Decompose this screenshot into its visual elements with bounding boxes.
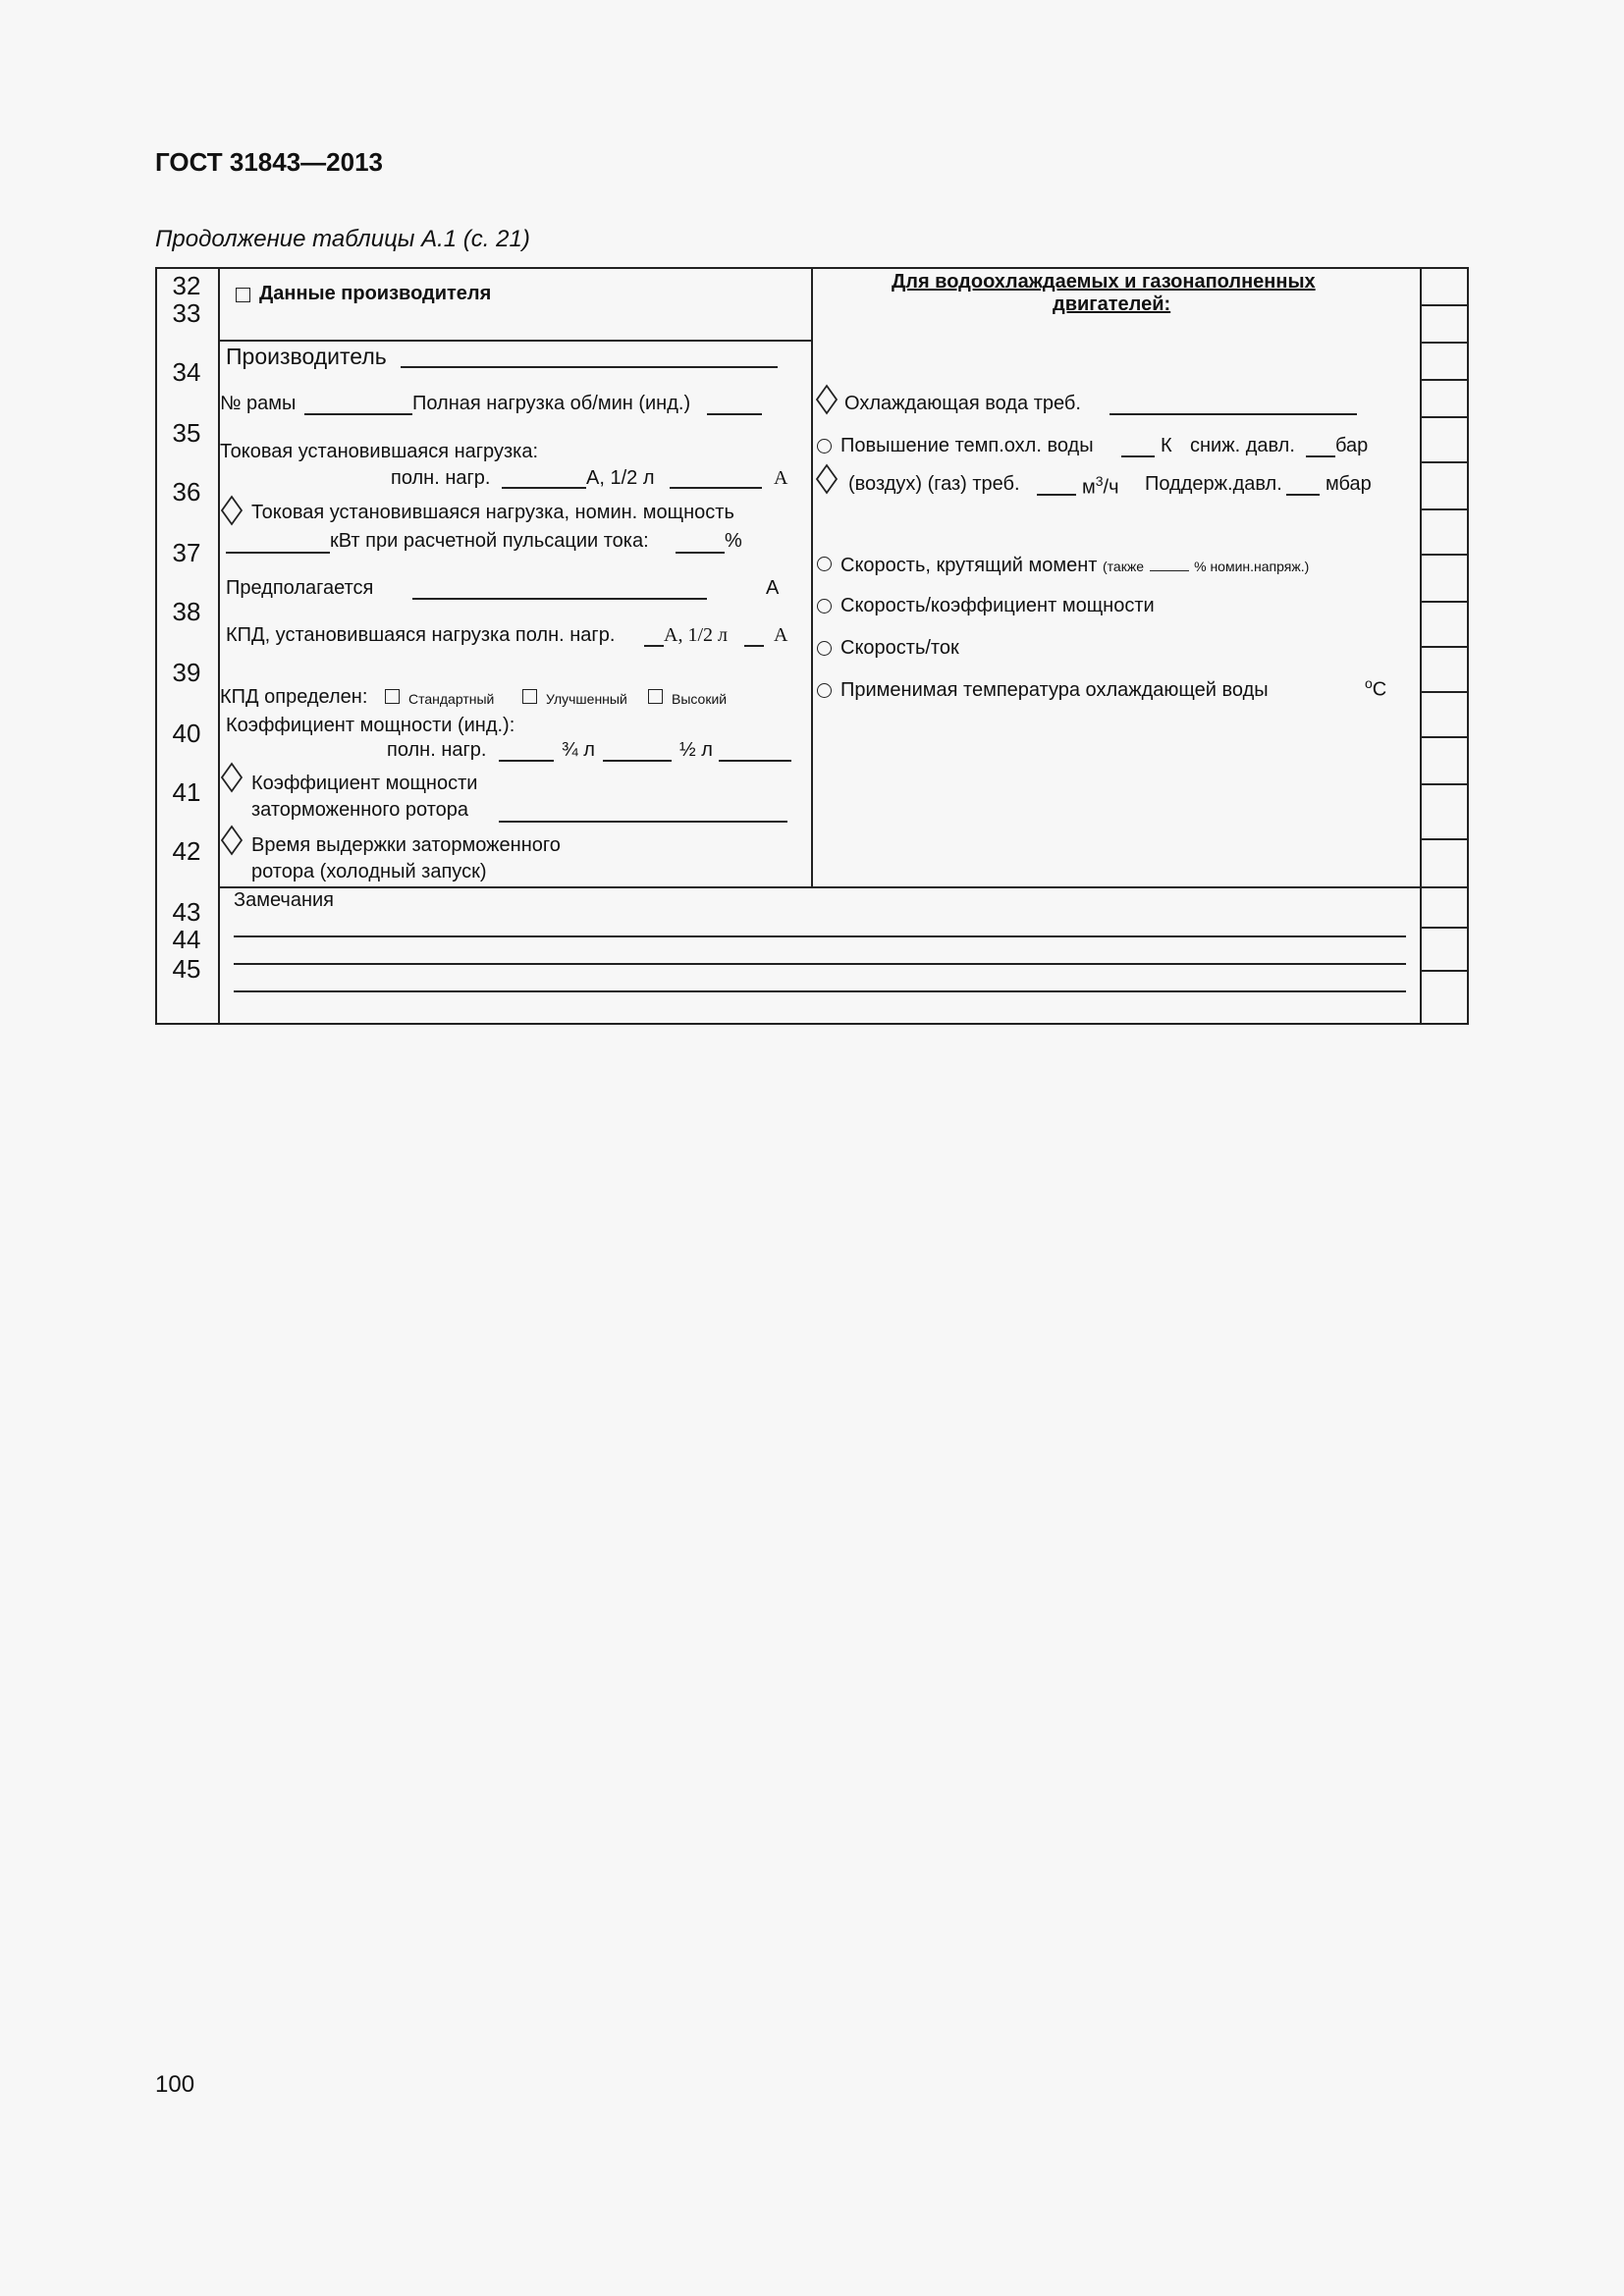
standard-checkbox[interactable]	[385, 689, 400, 704]
assumed-field[interactable]	[412, 598, 707, 600]
circle-marker-icon	[817, 557, 832, 571]
locked-rotor-pf-label-1: Коэффициент мощности	[251, 773, 478, 794]
pressure-drop-label: сниж. давл.	[1190, 435, 1295, 456]
full-load-current-field[interactable]	[502, 487, 586, 489]
maintain-pressure-label: Поддерж.давл.	[1145, 473, 1282, 495]
cooled-motors-heading-2: двигателей:	[1053, 294, 1171, 315]
maintain-pressure-field[interactable]	[1286, 494, 1320, 496]
eff-a-half-label: А, 1/2 л	[664, 624, 728, 646]
improved-option-label: Улучшенный	[546, 691, 627, 707]
remarks-line-1[interactable]	[234, 935, 1406, 937]
locked-rotor-time-label-2: ротора (холодный запуск)	[251, 861, 487, 882]
pf-three-quarter-label: ¾ л	[562, 739, 595, 761]
a-unit: А	[774, 467, 788, 489]
document-title: ГОСТ 31843—2013	[155, 147, 383, 177]
row-number: 42	[172, 836, 201, 866]
pf-full-field[interactable]	[499, 760, 554, 762]
locked-rotor-pf-label-2: заторможенного ротора	[251, 799, 469, 821]
full-load-label: полн. нагр.	[391, 467, 491, 489]
locked-rotor-pf-field[interactable]	[499, 821, 787, 823]
power-factor-label: Коэффициент мощности (инд.):	[226, 715, 515, 736]
diamond-icon	[815, 384, 839, 415]
diamond-icon	[815, 463, 839, 495]
divider-number-column	[218, 267, 220, 1025]
frame-bottom	[155, 1023, 1469, 1025]
row-number: 34	[172, 357, 201, 387]
row-number: 43	[172, 897, 201, 927]
row-number: 44	[172, 925, 201, 954]
temp-rise-label: Повышение темп.охл. воды	[840, 435, 1094, 456]
page-number: 100	[155, 2071, 195, 2098]
row-number: 38	[172, 597, 201, 626]
pf-full-label: полн. нагр.	[387, 739, 487, 761]
steady-load-current-label: Токовая установившаяся нагрузка:	[220, 441, 538, 462]
mbar-unit: мбар	[1326, 473, 1372, 495]
row-number: 37	[172, 538, 201, 567]
high-checkbox[interactable]	[648, 689, 663, 704]
water-temperature-label: Применимая температура охлаждающей воды	[840, 679, 1269, 701]
improved-checkbox[interactable]	[522, 689, 537, 704]
efficiency-half-field[interactable]	[744, 645, 764, 647]
row-number: 35	[172, 418, 201, 448]
full-load-rpm-label: Полная нагрузка об/мин (инд.)	[412, 393, 691, 414]
manufacturer-field[interactable]	[401, 366, 778, 368]
ripple-field[interactable]	[676, 552, 725, 554]
remarks-label: Замечания	[234, 889, 335, 911]
divider-manufacturer-header	[218, 340, 813, 342]
pf-half-field[interactable]	[719, 760, 791, 762]
cooled-motors-heading-1: Для водоохлаждаемых и газонаполненных	[892, 271, 1316, 293]
percent-unit: %	[725, 530, 742, 552]
row-number: 36	[172, 477, 201, 507]
circle-marker-icon	[817, 641, 832, 656]
frame-field[interactable]	[304, 413, 412, 415]
kw-ripple-label: кВт при расчетной пульсации тока:	[330, 530, 649, 552]
rated-power-current-label: Токовая установившаяся нагрузка, номин. мощность	[251, 502, 734, 523]
cooling-water-field[interactable]	[1110, 413, 1357, 415]
efficiency-label: КПД, установившаяся нагрузка полн. нагр.	[226, 624, 616, 646]
full-load-rpm-field[interactable]	[707, 413, 762, 415]
efficiency-full-field[interactable]	[644, 645, 664, 647]
circle-marker-icon	[817, 683, 832, 698]
form-table	[155, 267, 1469, 1025]
pf-half-label: ½ л	[679, 739, 713, 761]
diamond-icon	[220, 762, 244, 793]
temp-rise-unit: К	[1161, 435, 1172, 456]
air-gas-label: (воздух) (газ) треб.	[848, 473, 1020, 495]
efficiency-defined-label: КПД определен:	[220, 686, 368, 708]
locked-rotor-time-label-1: Время выдержки заторможенного	[251, 834, 561, 856]
temp-rise-field[interactable]	[1121, 455, 1155, 457]
a-half-label: А, 1/2 л	[586, 467, 655, 489]
circle-marker-icon	[817, 599, 832, 614]
high-option-label: Высокий	[672, 691, 728, 707]
speed-current-label: Скорость/ток	[840, 637, 959, 659]
pressure-drop-field[interactable]	[1306, 455, 1335, 457]
remarks-line-3[interactable]	[234, 990, 1406, 992]
divider-middle	[811, 267, 813, 887]
manufacturer-label: Производитель	[226, 344, 387, 369]
assumed-label: Предполагается	[226, 577, 374, 599]
assumed-unit: А	[766, 577, 780, 599]
bar-unit: бар	[1335, 435, 1369, 456]
row-number: 41	[172, 777, 201, 807]
cooling-water-label: Охлаждающая вода треб.	[844, 393, 1081, 414]
standard-option-label: Стандартный	[408, 691, 495, 707]
row-number: 33	[172, 298, 201, 328]
eff-a-unit: А	[774, 624, 788, 646]
manufacturer-data-checkbox[interactable]	[236, 288, 250, 302]
row-number: 32	[172, 271, 201, 300]
remarks-line-2[interactable]	[234, 963, 1406, 965]
pf-three-quarter-field[interactable]	[603, 760, 672, 762]
degree-celsius-unit: $^о$С	[1365, 675, 1387, 701]
divider-remarks	[218, 886, 1469, 888]
m3-unit: $м^3/ч$	[1082, 473, 1119, 499]
manufacturer-data-label: Данные производителя	[259, 283, 492, 304]
row-number: 40	[172, 719, 201, 748]
diamond-icon	[220, 825, 244, 856]
air-gas-field[interactable]	[1037, 494, 1076, 496]
diamond-icon	[220, 495, 244, 526]
row-number: 45	[172, 954, 201, 984]
table-continuation-caption: Продолжение таблицы А.1 (с. 21)	[155, 226, 530, 252]
circle-marker-icon	[817, 439, 832, 454]
frame-label: № рамы	[220, 393, 297, 414]
row-number: 39	[172, 658, 201, 687]
speed-power-factor-label: Скорость/коэффициент мощности	[840, 595, 1155, 616]
speed-torque-label: Скорость, крутящий момент (также % номин.напряж.)	[840, 555, 1310, 576]
half-load-current-field[interactable]	[670, 487, 762, 489]
also-voltage-field[interactable]	[1150, 553, 1189, 571]
rated-power-field[interactable]	[226, 552, 330, 554]
